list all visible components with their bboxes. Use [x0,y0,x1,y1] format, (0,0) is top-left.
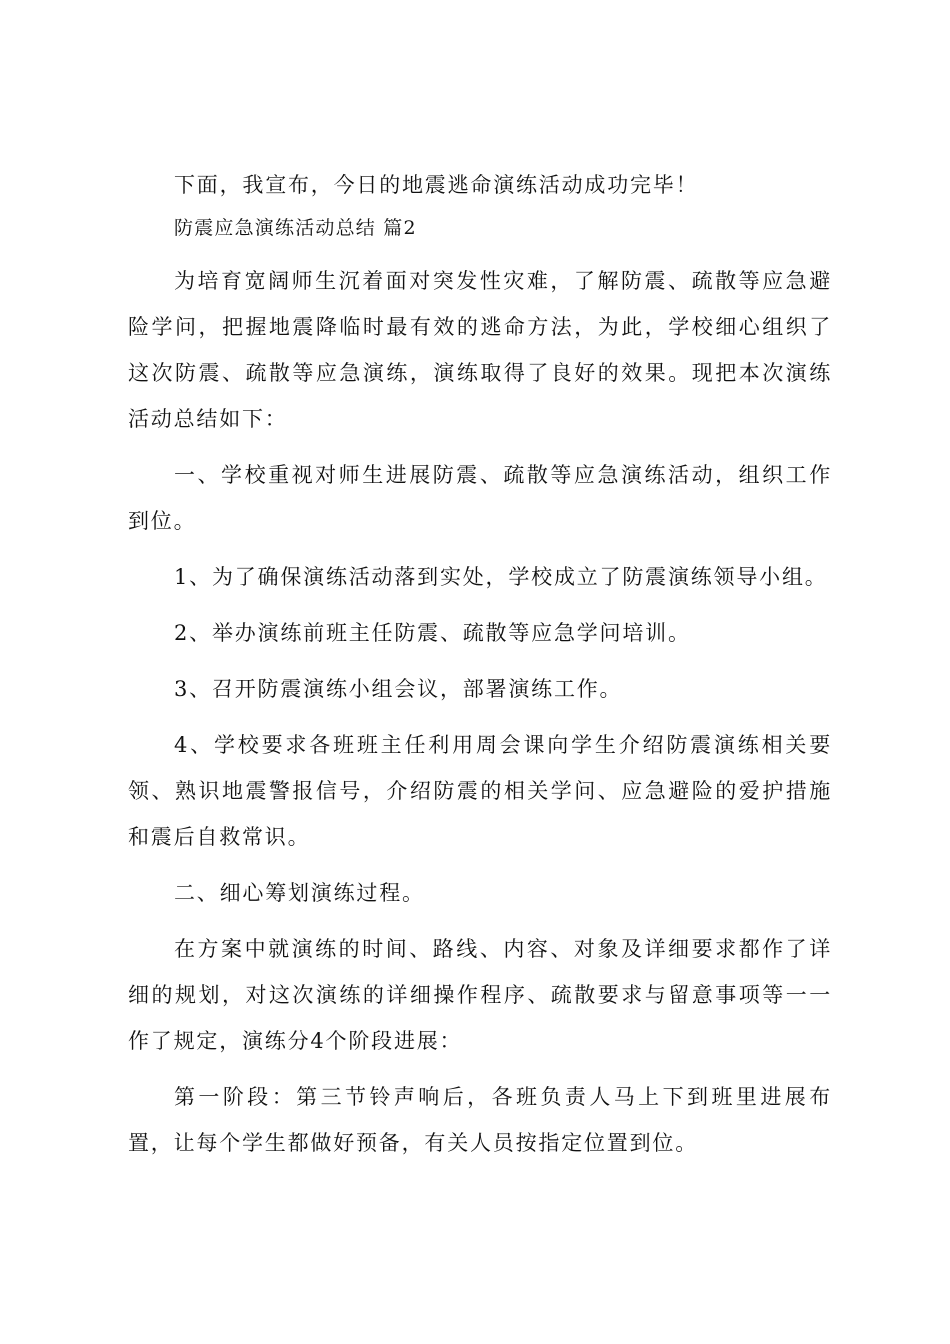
paragraph-point-one: 一、学校重视对师生进展防震、疏散等应急演练活动，组织工作到位。 [128,463,832,533]
paragraph-intro: 为培育宽阔师生沉着面对突发性灾难，了解防震、疏散等应急避险学问，把握地震降临时最有效的逃命方法，为此，学校细心组织了这次防震、疏散等应急演练，演练取得了良好的效果。现把本次演练活动总结如下： [128,269,832,431]
paragraph-stage-one: 第一阶段：第三节铃声响后，各班负责人马上下到班里进展布置，让每个学生都做好预备，有关人员按指定位置到位。 [128,1085,832,1155]
paragraph-item-2: 2、举办演练前班主任防震、疏散等应急学问培训。 [174,621,691,645]
section-heading: 防震应急演练活动总结 篇2 [174,217,417,239]
paragraph-point-two: 二、细心筹划演练过程。 [174,881,425,905]
paragraph-plan: 在方案中就演练的时间、路线、内容、对象及详细要求都作了详细的规划，对这次演练的详细操作程序、疏散要求与留意事项等一一作了规定，演练分4个阶段进展： [128,937,832,1053]
paragraph-item-4: 4、学校要求各班班主任利用周会课向学生介绍防震演练相关要领、熟识地震警报信号，介绍防震的相关学问、应急避险的爱护措施和震后自救常识。 [128,733,832,849]
paragraph-item-1: 1、为了确保演练活动落到实处，学校成立了防震演练领导小组。 [174,565,828,589]
paragraph-closing-announcement: 下面，我宣布，今日的地震逃命演练活动成功完毕！ [174,173,699,197]
paragraph-item-3: 3、召开防震演练小组会议，部署演练工作。 [174,677,623,701]
document-body [128,162,832,1166]
